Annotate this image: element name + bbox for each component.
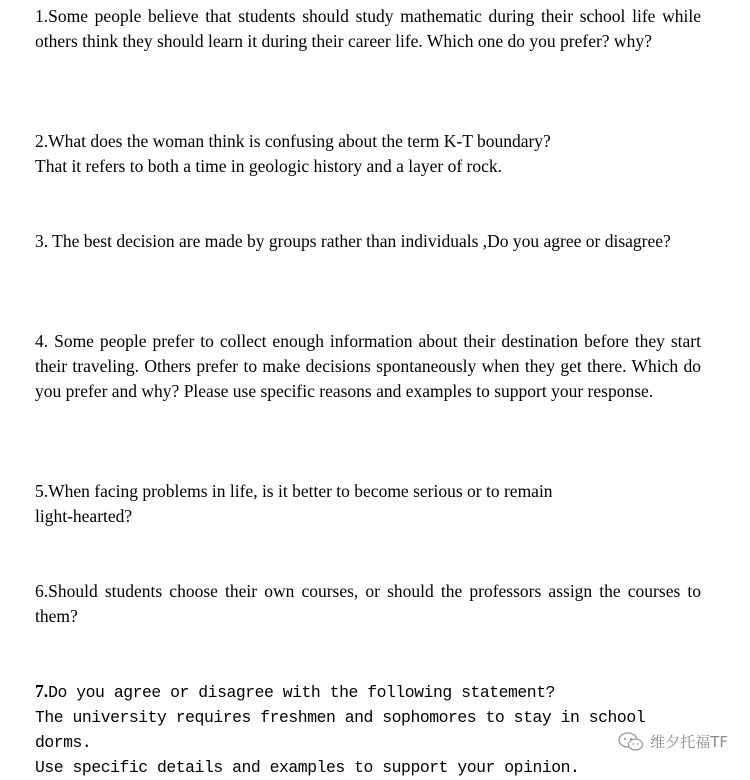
question-5-line-2: light-hearted? <box>35 506 133 526</box>
question-7-line-1 <box>35 679 701 705</box>
question-7-line-1-text: Do you agree or disagree with the following statement? <box>48 683 555 702</box>
watermark <box>618 731 728 752</box>
question-4 <box>35 329 701 404</box>
question-7 <box>35 679 701 780</box>
question-6 <box>35 579 701 629</box>
question-2 <box>35 129 551 179</box>
question-1-text: 1.Some people believe that students should study mathematic during their school life while others think they should learn it during their career life. Which one do you prefer? why? <box>35 6 701 51</box>
question-2-line-2: That it refers to both a time in geologic history and a layer of rock. <box>35 156 503 176</box>
watermark-text: 维夕托福TF <box>650 733 728 751</box>
question-5 <box>35 479 553 529</box>
question-3-text: 3. The best decision are made by groups rather than individuals ,Do you agree or disagree? <box>35 231 671 251</box>
question-3 <box>35 229 671 254</box>
question-1 <box>35 4 701 54</box>
question-4-text: 4. Some people prefer to collect enough information about their destination before they start their traveling. Others prefer to make decisions spontaneously when they get there. Which do you prefer and why? Please use specific reasons and examples to support your response. <box>35 331 701 401</box>
question-7-number: 7. <box>35 681 49 701</box>
question-7-line-2: The university requires freshmen and sophomores to stay in school dorms. <box>35 708 646 752</box>
wechat-icon <box>618 732 644 752</box>
question-7-line-3: Use specific details and examples to support your opinion. <box>35 758 580 777</box>
question-6-text: 6.Should students choose their own courses, or should the professors assign the courses to them? <box>35 581 701 626</box>
question-2-line-1: 2.What does the woman think is confusing about the term K-T boundary? <box>35 131 551 151</box>
question-5-line-1: 5.When facing problems in life, is it better to become serious or to remain <box>35 481 553 501</box>
